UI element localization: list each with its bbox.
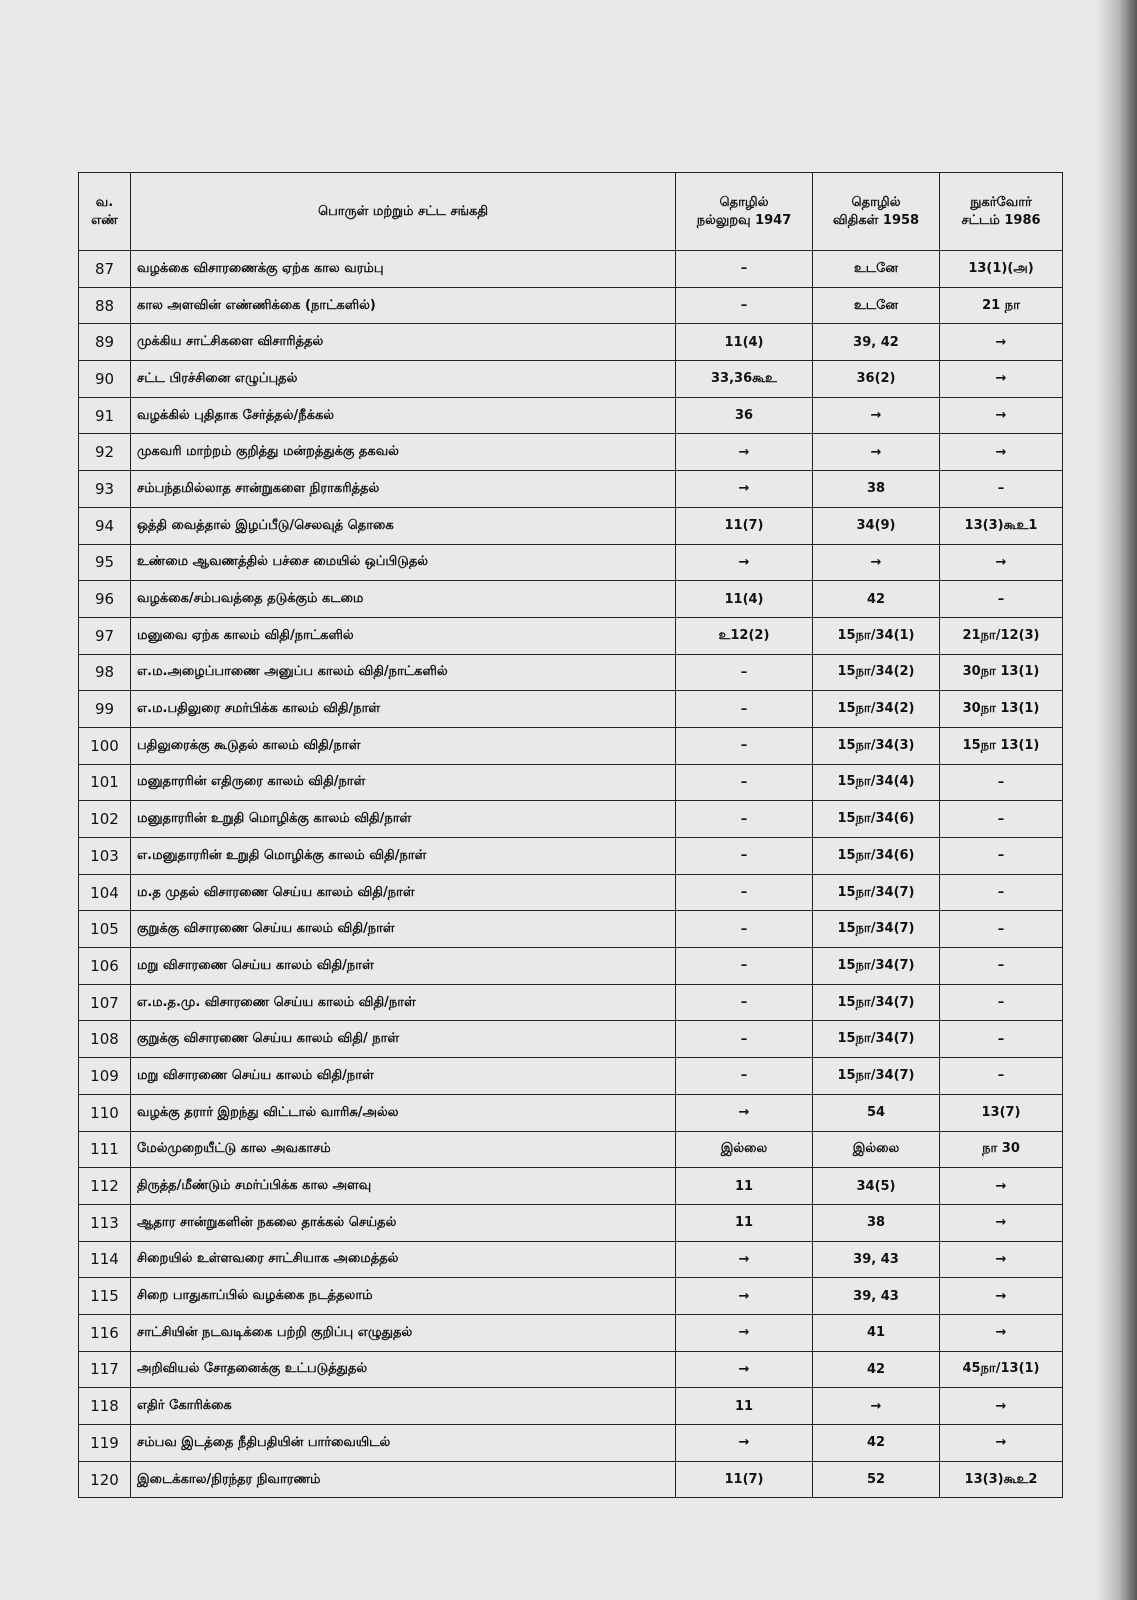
row-ref-1958: உடனே: [813, 287, 940, 324]
row-ref-1958: →: [813, 1388, 940, 1425]
row-subject: சிறை பாதுகாப்பில் வழக்கை நடத்தலாம்: [131, 1278, 676, 1315]
row-ref-1947: 11(4): [676, 581, 813, 618]
row-ref-1958: 15நா/34(6): [813, 801, 940, 838]
table-row: [79, 984, 1063, 1021]
row-ref-1947: இல்லை: [676, 1131, 813, 1168]
row-ref-1986: –: [940, 764, 1063, 801]
row-ref-1958: 15நா/34(7): [813, 948, 940, 985]
table-row: [79, 361, 1063, 398]
row-ref-1986: →: [940, 1204, 1063, 1241]
row-number: 111: [79, 1131, 131, 1168]
table-row: [79, 1351, 1063, 1388]
row-ref-1958: 42: [813, 581, 940, 618]
row-ref-1986: –: [940, 1021, 1063, 1058]
row-ref-1986: 21நா/12(3): [940, 617, 1063, 654]
row-number: 104: [79, 874, 131, 911]
row-ref-1986: 21 நா: [940, 287, 1063, 324]
row-subject: குறுக்கு விசாரணை செய்ய காலம் விதி/ நாள்: [131, 1021, 676, 1058]
row-ref-1986: 30நா 13(1): [940, 654, 1063, 691]
row-subject: ஆதார சான்றுகளின் நகலை தாக்கல் செய்தல்: [131, 1204, 676, 1241]
table-row: [79, 581, 1063, 618]
row-ref-1958: 38: [813, 471, 940, 508]
row-ref-1947: உ12(2): [676, 617, 813, 654]
row-ref-1986: 13(7): [940, 1094, 1063, 1131]
row-ref-1986: →: [940, 1241, 1063, 1278]
row-number: 117: [79, 1351, 131, 1388]
row-number: 116: [79, 1314, 131, 1351]
row-subject: உண்மை ஆவணத்தில் பச்சை மையில் ஒப்பிடுதல்: [131, 544, 676, 581]
row-subject: மனுதாரரின் உறுதி மொழிக்கு காலம் விதி/நாள்: [131, 801, 676, 838]
row-ref-1947: –: [676, 251, 813, 288]
row-ref-1986: 45நா/13(1): [940, 1351, 1063, 1388]
row-ref-1958: 15நா/34(7): [813, 1021, 940, 1058]
row-ref-1986: –: [940, 1058, 1063, 1095]
row-ref-1947: –: [676, 874, 813, 911]
row-ref-1958: 39, 43: [813, 1241, 940, 1278]
row-ref-1947: 11: [676, 1204, 813, 1241]
row-subject: பதிலுரைக்கு கூடுதல் காலம் விதி/நாள்: [131, 727, 676, 764]
row-number: 100: [79, 727, 131, 764]
row-ref-1958: 39, 42: [813, 324, 940, 361]
table-row: [79, 801, 1063, 838]
row-number: 107: [79, 984, 131, 1021]
row-subject: சட்ட பிரச்சினை எழுப்புதல்: [131, 361, 676, 398]
header-sno: வ. எண்: [79, 173, 131, 251]
row-subject: மனுவை ஏற்க காலம் விதி/நாட்களில்: [131, 617, 676, 654]
table-body: [79, 251, 1063, 1498]
row-number: 103: [79, 838, 131, 875]
row-ref-1986: –: [940, 984, 1063, 1021]
row-ref-1958: 34(9): [813, 507, 940, 544]
table-row: [79, 397, 1063, 434]
table-row: [79, 1131, 1063, 1168]
row-ref-1947: 11: [676, 1388, 813, 1425]
row-subject: அறிவியல் சோதனைக்கு உட்படுத்துதல்: [131, 1351, 676, 1388]
row-ref-1958: 52: [813, 1461, 940, 1498]
row-ref-1958: 39, 43: [813, 1278, 940, 1315]
row-ref-1958: 15நா/34(3): [813, 727, 940, 764]
row-ref-1986: –: [940, 581, 1063, 618]
row-ref-1958: 15நா/34(1): [813, 617, 940, 654]
row-number: 106: [79, 948, 131, 985]
table-row: [79, 911, 1063, 948]
row-ref-1947: →: [676, 471, 813, 508]
row-number: 109: [79, 1058, 131, 1095]
header-subject: பொருள் மற்றும் சட்ட சங்கதி: [131, 173, 676, 251]
table-row: [79, 324, 1063, 361]
row-subject: வழக்கு தரார் இறந்து விட்டால் வாரிசு/அல்ல: [131, 1094, 676, 1131]
row-ref-1986: →: [940, 1278, 1063, 1315]
row-ref-1958: 15நா/34(7): [813, 874, 940, 911]
row-ref-1947: →: [676, 1241, 813, 1278]
row-subject: முக்கிய சாட்சிகளை விசாரித்தல்: [131, 324, 676, 361]
row-ref-1947: →: [676, 1278, 813, 1315]
row-ref-1958: 42: [813, 1425, 940, 1462]
row-ref-1986: –: [940, 911, 1063, 948]
row-ref-1986: நா 30: [940, 1131, 1063, 1168]
row-ref-1958: 34(5): [813, 1168, 940, 1205]
row-subject: வழக்கை விசாரணைக்கு ஏற்க கால வரம்பு: [131, 251, 676, 288]
row-ref-1986: →: [940, 397, 1063, 434]
table-row: [79, 948, 1063, 985]
row-subject: சம்பவ இடத்தை நீதிபதியின் பார்வையிடல்: [131, 1425, 676, 1462]
row-ref-1986: –: [940, 838, 1063, 875]
table-row: [79, 1461, 1063, 1498]
row-ref-1986: →: [940, 1425, 1063, 1462]
row-subject: மறு விசாரணை செய்ய காலம் விதி/நாள்: [131, 1058, 676, 1095]
row-ref-1958: 42: [813, 1351, 940, 1388]
row-ref-1947: 11(4): [676, 324, 813, 361]
row-subject: மேல்முறையீட்டு கால அவகாசம்: [131, 1131, 676, 1168]
row-subject: எ.மனுதாரரின் உறுதி மொழிக்கு காலம் விதி/நாள்: [131, 838, 676, 875]
table-row: [79, 1168, 1063, 1205]
row-ref-1947: →: [676, 434, 813, 471]
row-ref-1947: –: [676, 984, 813, 1021]
row-number: 119: [79, 1425, 131, 1462]
row-number: 92: [79, 434, 131, 471]
row-ref-1958: 54: [813, 1094, 940, 1131]
row-ref-1986: →: [940, 434, 1063, 471]
row-subject: மனுதாரரின் எதிருரை காலம் விதி/நாள்: [131, 764, 676, 801]
row-subject: மறு விசாரணை செய்ய காலம் விதி/நாள்: [131, 948, 676, 985]
row-ref-1958: 36(2): [813, 361, 940, 398]
row-ref-1986: –: [940, 874, 1063, 911]
provisions-table: [78, 172, 1063, 1498]
row-ref-1947: –: [676, 764, 813, 801]
row-number: 115: [79, 1278, 131, 1315]
table-row: [79, 838, 1063, 875]
row-subject: வழக்கில் புதிதாக சேர்த்தல்/நீக்கல்: [131, 397, 676, 434]
row-ref-1986: →: [940, 1168, 1063, 1205]
row-number: 94: [79, 507, 131, 544]
row-number: 87: [79, 251, 131, 288]
row-ref-1986: 15நா 13(1): [940, 727, 1063, 764]
row-number: 110: [79, 1094, 131, 1131]
row-ref-1958: 38: [813, 1204, 940, 1241]
row-ref-1947: –: [676, 287, 813, 324]
row-subject: சாட்சியின் நடவடிக்கை பற்றி குறிப்பு எழுதுதல்: [131, 1314, 676, 1351]
row-number: 91: [79, 397, 131, 434]
row-number: 95: [79, 544, 131, 581]
row-number: 97: [79, 617, 131, 654]
row-ref-1947: –: [676, 801, 813, 838]
row-ref-1958: 15நா/34(2): [813, 654, 940, 691]
table-row: [79, 507, 1063, 544]
row-ref-1947: →: [676, 1094, 813, 1131]
row-subject: சிறையில் உள்ளவரை சாட்சியாக அமைத்தல்: [131, 1241, 676, 1278]
row-number: 112: [79, 1168, 131, 1205]
row-ref-1947: →: [676, 1425, 813, 1462]
row-subject: எ.ம.அழைப்பாணை அனுப்ப காலம் விதி/நாட்களில்: [131, 654, 676, 691]
row-ref-1958: →: [813, 434, 940, 471]
row-ref-1947: –: [676, 1058, 813, 1095]
row-number: 93: [79, 471, 131, 508]
row-number: 102: [79, 801, 131, 838]
row-ref-1958: 15நா/34(7): [813, 911, 940, 948]
row-number: 101: [79, 764, 131, 801]
row-subject: குறுக்கு விசாரணை செய்ய காலம் விதி/நாள்: [131, 911, 676, 948]
header-1986: நுகர்வோர் சட்டம் 1986: [940, 173, 1063, 251]
table-row: [79, 1058, 1063, 1095]
row-ref-1947: →: [676, 1351, 813, 1388]
row-subject: வழக்கை/சம்பவத்தை தடுக்கும் கடமை: [131, 581, 676, 618]
row-ref-1947: –: [676, 948, 813, 985]
row-ref-1986: →: [940, 1388, 1063, 1425]
row-number: 99: [79, 691, 131, 728]
row-ref-1958: 41: [813, 1314, 940, 1351]
row-ref-1986: –: [940, 801, 1063, 838]
page-edge-shadow: [1097, 0, 1137, 1600]
row-subject: திருத்த/மீண்டும் சமர்ப்பிக்க கால அளவு: [131, 1168, 676, 1205]
row-subject: இடைக்கால/நிரந்தர நிவாரணம்: [131, 1461, 676, 1498]
row-ref-1986: →: [940, 1314, 1063, 1351]
row-subject: ம.த முதல் விசாரணை செய்ய காலம் விதி/நாள்: [131, 874, 676, 911]
row-ref-1958: 15நா/34(7): [813, 1058, 940, 1095]
table-row: [79, 287, 1063, 324]
row-ref-1958: உடனே: [813, 251, 940, 288]
row-ref-1947: 11(7): [676, 1461, 813, 1498]
row-ref-1947: –: [676, 838, 813, 875]
row-ref-1986: 30நா 13(1): [940, 691, 1063, 728]
row-ref-1986: →: [940, 544, 1063, 581]
row-ref-1986: →: [940, 324, 1063, 361]
row-ref-1986: 13(3)கூஉ2: [940, 1461, 1063, 1498]
row-ref-1947: –: [676, 911, 813, 948]
table-row: [79, 1388, 1063, 1425]
row-number: 90: [79, 361, 131, 398]
row-ref-1947: –: [676, 654, 813, 691]
table-row: [79, 544, 1063, 581]
table-row: [79, 727, 1063, 764]
row-ref-1947: 36: [676, 397, 813, 434]
row-ref-1947: →: [676, 1314, 813, 1351]
row-number: 105: [79, 911, 131, 948]
row-number: 120: [79, 1461, 131, 1498]
row-ref-1986: 13(3)கூஉ1: [940, 507, 1063, 544]
row-subject: ஒத்தி வைத்தால் இழப்பீடு/செலவுத் தொகை: [131, 507, 676, 544]
row-ref-1986: 13(1)(அ): [940, 251, 1063, 288]
row-subject: எதிர் கோரிக்கை: [131, 1388, 676, 1425]
table-row: [79, 1204, 1063, 1241]
table-row: [79, 691, 1063, 728]
row-ref-1986: –: [940, 948, 1063, 985]
row-number: 88: [79, 287, 131, 324]
table-row: [79, 1314, 1063, 1351]
row-subject: முகவரி மாற்றம் குறித்து மன்றத்துக்கு தகவல்: [131, 434, 676, 471]
row-number: 118: [79, 1388, 131, 1425]
table-row: [79, 1425, 1063, 1462]
row-ref-1947: →: [676, 544, 813, 581]
row-ref-1958: 15நா/34(2): [813, 691, 940, 728]
header-1947: தொழில் நல்லுறவு 1947: [676, 173, 813, 251]
row-number: 114: [79, 1241, 131, 1278]
table-row: [79, 1241, 1063, 1278]
row-ref-1958: →: [813, 397, 940, 434]
table-row: [79, 617, 1063, 654]
row-subject: கால அளவின் எண்ணிக்கை (நாட்களில்): [131, 287, 676, 324]
table-row: [79, 1278, 1063, 1315]
row-number: 108: [79, 1021, 131, 1058]
row-ref-1986: –: [940, 471, 1063, 508]
row-ref-1958: 15நா/34(7): [813, 984, 940, 1021]
table-header-row: [79, 173, 1063, 251]
row-number: 89: [79, 324, 131, 361]
table-row: [79, 251, 1063, 288]
row-ref-1958: →: [813, 544, 940, 581]
table-row: [79, 874, 1063, 911]
row-ref-1958: 15நா/34(6): [813, 838, 940, 875]
row-ref-1947: 11(7): [676, 507, 813, 544]
row-number: 113: [79, 1204, 131, 1241]
row-number: 96: [79, 581, 131, 618]
table-row: [79, 654, 1063, 691]
row-ref-1986: →: [940, 361, 1063, 398]
row-ref-1958: 15நா/34(4): [813, 764, 940, 801]
table-row: [79, 1021, 1063, 1058]
header-1958: தொழில் விதிகள் 1958: [813, 173, 940, 251]
row-ref-1947: –: [676, 1021, 813, 1058]
table-row: [79, 471, 1063, 508]
row-ref-1947: –: [676, 727, 813, 764]
row-ref-1958: இல்லை: [813, 1131, 940, 1168]
row-subject: எ.ம.பதிலுரை சமர்பிக்க காலம் விதி/நாள்: [131, 691, 676, 728]
row-ref-1947: –: [676, 691, 813, 728]
row-number: 98: [79, 654, 131, 691]
table-row: [79, 434, 1063, 471]
table-row: [79, 1094, 1063, 1131]
row-ref-1947: 11: [676, 1168, 813, 1205]
table-row: [79, 764, 1063, 801]
row-subject: எ.ம.த.மு. விசாரணை செய்ய காலம் விதி/நாள்: [131, 984, 676, 1021]
row-ref-1947: 33,36கூஉ: [676, 361, 813, 398]
row-subject: சம்பந்தமில்லாத சான்றுகளை நிராகரித்தல்: [131, 471, 676, 508]
